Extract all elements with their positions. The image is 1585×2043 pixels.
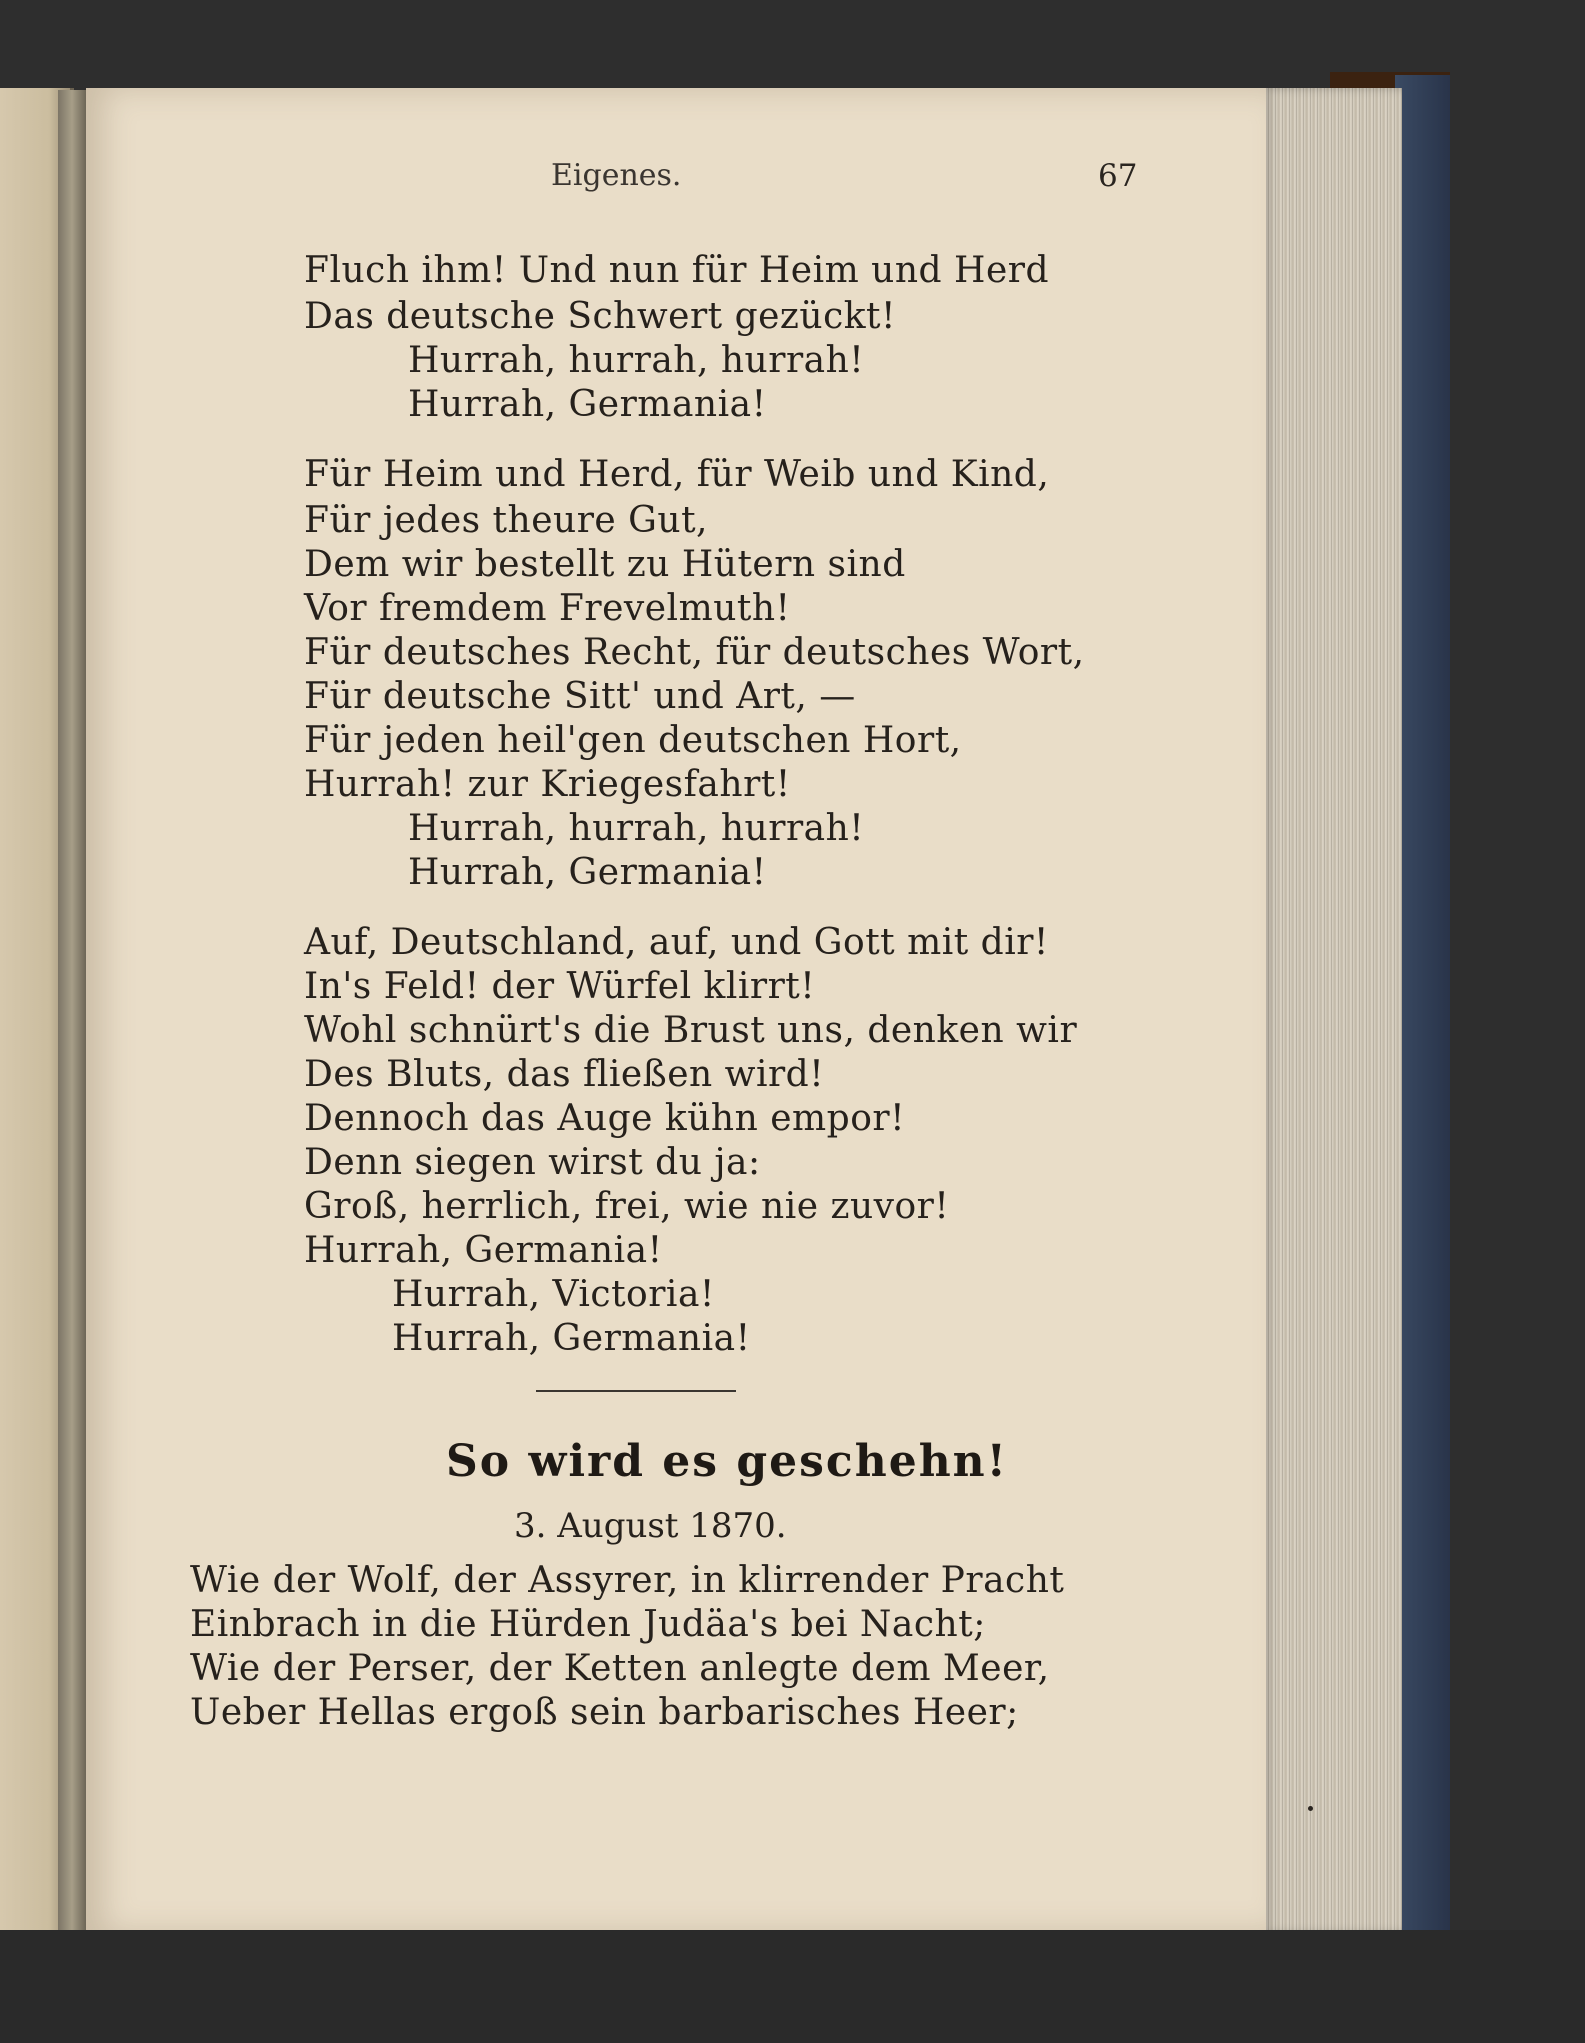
poem-date: 3. August 1870. (514, 1506, 787, 1546)
verse-line: Hurrah, hurrah, hurrah! (408, 340, 865, 381)
verse-line: Einbrach in die Hürden Judäa's bei Nacht; (190, 1604, 986, 1645)
verse-line: In's Feld! der Würfel klirrt! (304, 966, 816, 1007)
background-shadow (0, 1930, 1585, 2043)
verse-line: Ueber Hellas ergoß sein barbarisches Heer; (190, 1692, 1019, 1733)
gutter (58, 90, 86, 1930)
verse-line: Hurrah, Germania! (408, 852, 767, 893)
verse-line: Auf, Deutschland, auf, und Gott mit dir! (304, 922, 1049, 963)
verse-line: Für deutsches Recht, für deutsches Wort, (304, 632, 1085, 673)
section-divider (536, 1390, 736, 1392)
verse-line: Hurrah, Germania! (392, 1318, 751, 1359)
verse-line: Dennoch das Auge kühn empor! (304, 1098, 906, 1139)
verse-line: Vor fremdem Frevelmuth! (304, 588, 791, 629)
verse-line: Hurrah, Germania! (304, 1230, 663, 1271)
poem-title: So wird es geschehn! (446, 1436, 1008, 1487)
verse-line: Fluch ihm! Und nun für Heim und Herd (304, 250, 1049, 291)
verse-line: Das deutsche Schwert gezückt! (304, 296, 896, 337)
running-head: Eigenes. (551, 158, 682, 193)
verse-line: Für jedes theure Gut, (304, 500, 709, 541)
ink-dot (1308, 1806, 1313, 1811)
verse-line: Groß, herrlich, frei, wie nie zuvor! (304, 1186, 950, 1227)
verse-line: Wie der Wolf, der Assyrer, in klirrender Pracht (190, 1560, 1065, 1601)
verse-line: Hurrah, hurrah, hurrah! (408, 808, 865, 849)
page-number: 67 (1098, 158, 1138, 194)
verse-line: Wie der Perser, der Ketten anlegte dem Meer, (190, 1648, 1050, 1689)
page-header (86, 158, 1266, 198)
book-page (86, 88, 1266, 1933)
book-binding (1395, 75, 1450, 1933)
verse-line: Für deutsche Sitt' und Art, — (304, 676, 856, 717)
verse-line: Hurrah, Germania! (408, 384, 767, 425)
verse-line: Wohl schnürt's die Brust uns, denken wir (304, 1010, 1078, 1051)
verse-line: Hurrah, Victoria! (392, 1274, 715, 1315)
verse-line: Dem wir bestellt zu Hütern sind (304, 544, 906, 585)
verse-line: Hurrah! zur Kriegesfahrt! (304, 764, 791, 805)
verse-line: Denn siegen wirst du ja: (304, 1142, 761, 1183)
page-stack (1262, 88, 1402, 1933)
verse-line: Des Bluts, das fließen wird! (304, 1054, 825, 1095)
verse-line: Für Heim und Herd, für Weib und Kind, (304, 454, 1050, 495)
verse-line: Für jeden heil'gen deutschen Hort, (304, 720, 962, 761)
